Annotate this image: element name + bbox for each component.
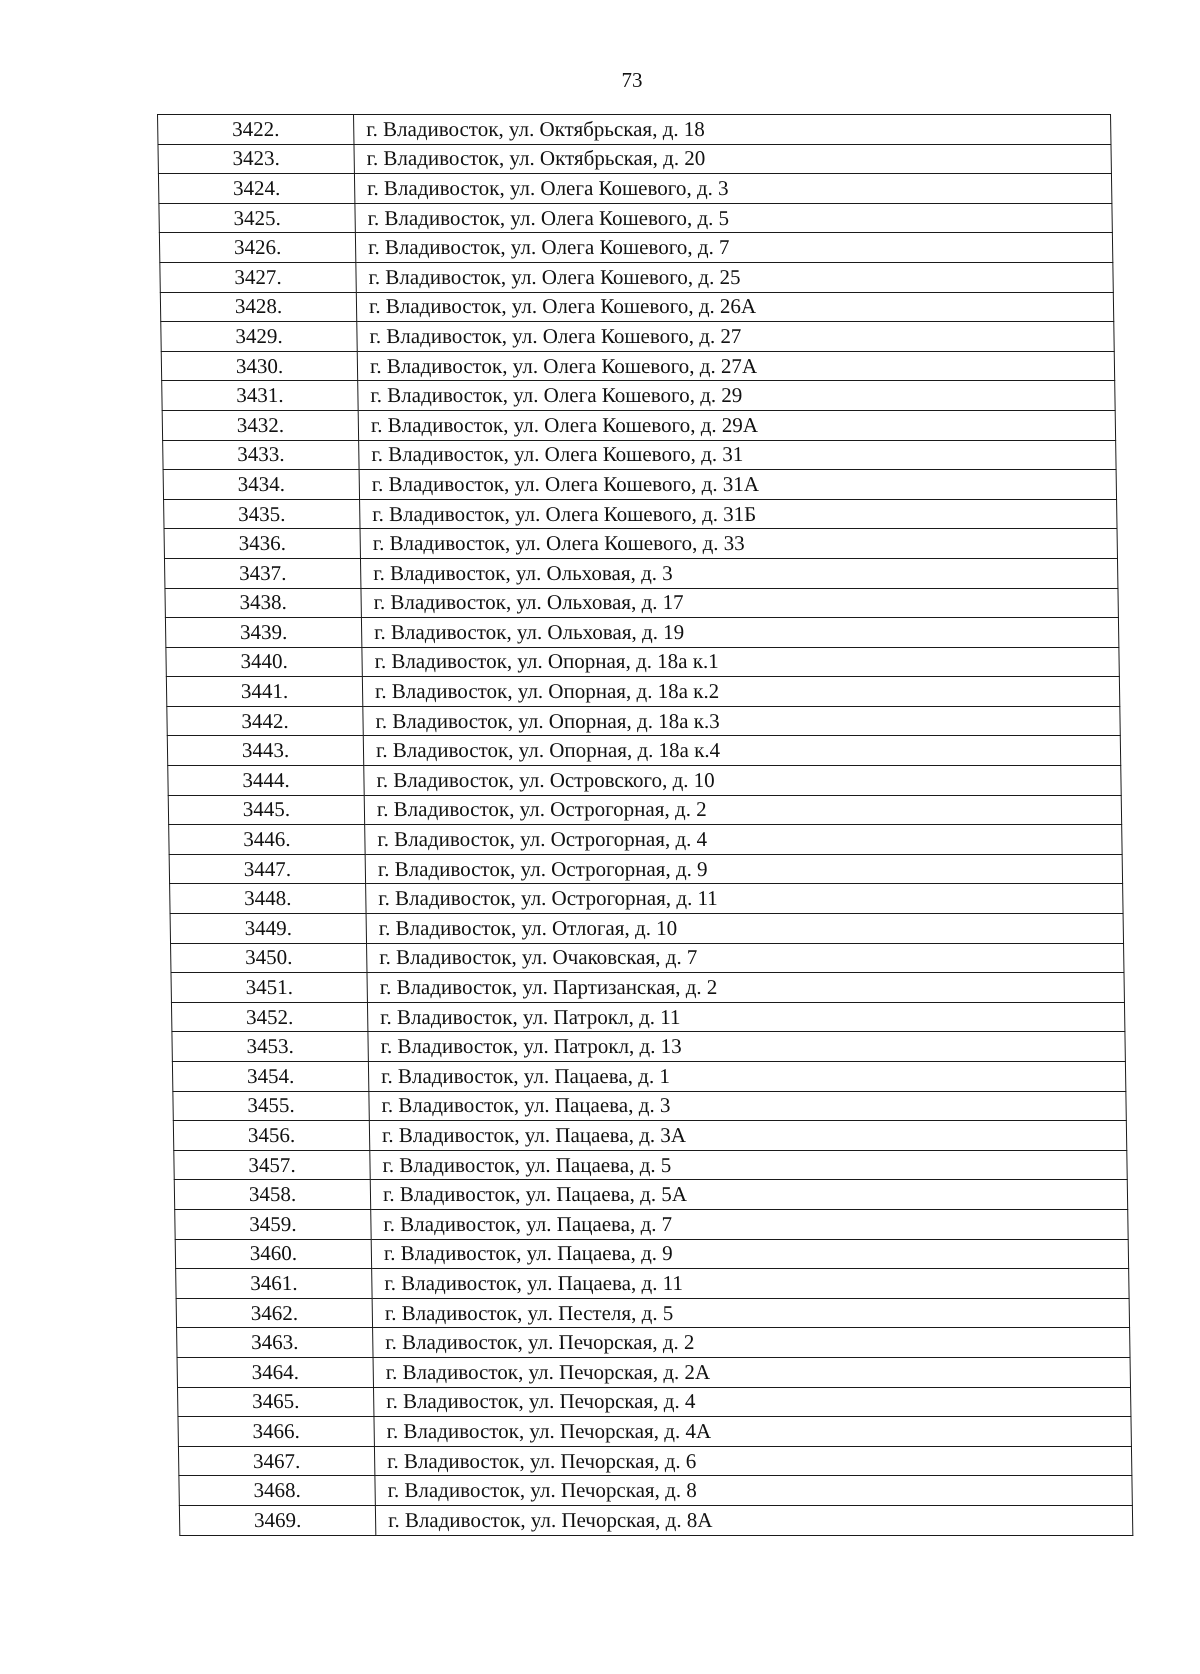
table-row	[171, 943, 1124, 973]
table-row	[161, 322, 1114, 352]
row-address: г. Владивосток, ул. Олега Кошевого, д. 27А	[357, 351, 1114, 381]
row-number: 3455.	[173, 1091, 369, 1121]
row-number: 3440.	[166, 647, 362, 677]
row-number: 3453.	[172, 1032, 368, 1062]
table-row	[176, 1298, 1129, 1328]
row-number: 3463.	[177, 1328, 373, 1358]
table-row	[168, 766, 1121, 796]
table-row	[173, 1121, 1126, 1151]
table-row	[164, 529, 1117, 559]
row-address: г. Владивосток, ул. Пацаева, д. 11	[372, 1269, 1129, 1299]
row-address: г. Владивосток, ул. Олега Кошевого, д. 31А	[359, 470, 1116, 500]
row-number: 3468.	[179, 1476, 375, 1506]
row-address: г. Владивосток, ул. Олега Кошевого, д. 29А	[358, 410, 1115, 440]
row-number: 3433.	[163, 440, 359, 470]
row-number: 3434.	[163, 470, 359, 500]
table-row	[179, 1505, 1132, 1535]
row-number: 3458.	[174, 1180, 370, 1210]
table-row	[158, 115, 1111, 145]
row-address: г. Владивосток, ул. Патрокл, д. 13	[368, 1032, 1125, 1062]
row-number: 3456.	[173, 1121, 369, 1151]
table-row	[171, 1002, 1124, 1032]
row-number: 3449.	[170, 914, 366, 944]
row-number: 3444.	[168, 766, 364, 796]
row-address: г. Владивосток, ул. Печорская, д. 8А	[375, 1505, 1132, 1535]
table-row	[159, 233, 1112, 263]
row-number: 3429.	[161, 322, 357, 352]
address-table-body	[158, 115, 1133, 1536]
row-number: 3422.	[158, 115, 354, 145]
row-address: г. Владивосток, ул. Печорская, д. 8	[375, 1476, 1132, 1506]
table-row	[164, 499, 1117, 529]
table-row	[164, 558, 1117, 588]
table-row	[175, 1209, 1128, 1239]
row-address: г. Владивосток, ул. Олега Кошевого, д. 25	[356, 262, 1113, 292]
table-row	[168, 795, 1121, 825]
row-number: 3454.	[172, 1062, 368, 1092]
row-address: г. Владивосток, ул. Острогорная, д. 2	[364, 795, 1121, 825]
row-address: г. Владивосток, ул. Печорская, д. 4А	[374, 1417, 1131, 1447]
row-address: г. Владивосток, ул. Опорная, д. 18а к.2	[362, 677, 1119, 707]
table-row	[165, 588, 1118, 618]
row-number: 3423.	[158, 144, 354, 174]
table-row	[173, 1091, 1126, 1121]
row-number: 3432.	[162, 410, 358, 440]
row-number: 3461.	[176, 1269, 372, 1299]
table-row	[174, 1180, 1127, 1210]
row-address: г. Владивосток, ул. Опорная, д. 18а к.3	[363, 706, 1120, 736]
table-row	[169, 854, 1122, 884]
row-address: г. Владивосток, ул. Олега Кошевого, д. 7	[355, 233, 1112, 263]
row-number: 3451.	[171, 973, 367, 1003]
table-row	[174, 1150, 1127, 1180]
table-row	[158, 174, 1111, 204]
row-address: г. Владивосток, ул. Печорская, д. 4	[373, 1387, 1130, 1417]
table-row	[170, 884, 1123, 914]
row-address: г. Владивосток, ул. Острогорная, д. 4	[365, 825, 1122, 855]
row-address: г. Владивосток, ул. Олега Кошевого, д. 27	[357, 322, 1114, 352]
row-number: 3450.	[171, 943, 367, 973]
row-number: 3469.	[179, 1505, 375, 1535]
row-address: г. Владивосток, ул. Олега Кошевого, д. 31Б	[360, 499, 1117, 529]
row-number: 3462.	[176, 1298, 372, 1328]
row-address: г. Владивосток, ул. Олега Кошевого, д. 5	[355, 203, 1112, 233]
table-row	[167, 706, 1120, 736]
table-row	[172, 1032, 1125, 1062]
table-row	[162, 410, 1115, 440]
row-number: 3465.	[177, 1387, 373, 1417]
row-number: 3459.	[175, 1209, 371, 1239]
row-number: 3457.	[174, 1150, 370, 1180]
address-table-wrapper	[157, 114, 1133, 1536]
row-address: г. Владивосток, ул. Ольховая, д. 19	[361, 618, 1118, 648]
table-row	[165, 618, 1118, 648]
row-address: г. Владивосток, ул. Пацаева, д. 1	[368, 1062, 1125, 1092]
row-address: г. Владивосток, ул. Опорная, д. 18а к.4	[363, 736, 1120, 766]
row-address: г. Владивосток, ул. Острогорная, д. 9	[365, 854, 1122, 884]
table-row	[178, 1417, 1131, 1447]
table-row	[166, 677, 1119, 707]
row-number: 3448.	[170, 884, 366, 914]
row-number: 3428.	[160, 292, 356, 322]
table-row	[162, 381, 1115, 411]
row-address: г. Владивосток, ул. Пацаева, д. 5	[370, 1150, 1127, 1180]
table-row	[160, 262, 1113, 292]
row-address: г. Владивосток, ул. Олега Кошевого, д. 26А	[356, 292, 1113, 322]
row-number: 3435.	[164, 499, 360, 529]
row-number: 3460.	[175, 1239, 371, 1269]
row-address: г. Владивосток, ул. Ольховая, д. 3	[360, 558, 1117, 588]
table-row	[160, 292, 1113, 322]
row-number: 3426.	[159, 233, 355, 263]
table-row	[170, 914, 1123, 944]
table-row	[167, 736, 1120, 766]
row-number: 3430.	[161, 351, 357, 381]
table-row	[163, 470, 1116, 500]
row-number: 3447.	[169, 854, 365, 884]
row-address: г. Владивосток, ул. Олега Кошевого, д. 29	[358, 381, 1115, 411]
row-address: г. Владивосток, ул. Островского, д. 10	[364, 766, 1121, 796]
row-address: г. Владивосток, ул. Партизанская, д. 2	[367, 973, 1124, 1003]
table-row	[179, 1476, 1132, 1506]
row-address: г. Владивосток, ул. Печорская, д. 2А	[373, 1357, 1130, 1387]
row-address: г. Владивосток, ул. Отлогая, д. 10	[366, 914, 1123, 944]
table-row	[166, 647, 1119, 677]
table-row	[175, 1239, 1128, 1269]
row-address: г. Владивосток, ул. Пацаева, д. 3	[369, 1091, 1126, 1121]
table-row	[178, 1446, 1131, 1476]
row-number: 3442.	[167, 706, 363, 736]
row-address: г. Владивосток, ул. Очаковская, д. 7	[367, 943, 1124, 973]
row-address: г. Владивосток, ул. Печорская, д. 6	[374, 1446, 1131, 1476]
row-address: г. Владивосток, ул. Октябрьская, д. 18	[354, 115, 1111, 145]
table-row	[177, 1328, 1130, 1358]
page-number: 73	[621, 68, 643, 92]
row-number: 3427.	[160, 262, 356, 292]
table-row	[172, 1062, 1125, 1092]
row-address: г. Владивосток, ул. Печорская, д. 2	[373, 1328, 1130, 1358]
row-number: 3437.	[164, 558, 360, 588]
table-row	[176, 1269, 1129, 1299]
row-number: 3436.	[164, 529, 360, 559]
row-address: г. Владивосток, ул. Ольховая, д. 17	[361, 588, 1118, 618]
address-table	[157, 114, 1133, 1536]
row-number: 3446.	[169, 825, 365, 855]
table-row	[163, 440, 1116, 470]
row-number: 3443.	[167, 736, 363, 766]
row-address: г. Владивосток, ул. Острогорная, д. 11	[366, 884, 1123, 914]
row-number: 3439.	[165, 618, 361, 648]
table-row	[159, 203, 1112, 233]
table-row	[161, 351, 1114, 381]
row-address: г. Владивосток, ул. Олега Кошевого, д. 31	[359, 440, 1116, 470]
row-number: 3464.	[177, 1357, 373, 1387]
row-number: 3445.	[168, 795, 364, 825]
row-address: г. Владивосток, ул. Пацаева, д. 5А	[370, 1180, 1127, 1210]
row-number: 3452.	[171, 1002, 367, 1032]
row-address: г. Владивосток, ул. Октябрьская, д. 20	[354, 144, 1111, 174]
row-address: г. Владивосток, ул. Пацаева, д. 7	[371, 1209, 1128, 1239]
row-address: г. Владивосток, ул. Опорная, д. 18а к.1	[362, 647, 1119, 677]
table-row	[158, 144, 1111, 174]
table-row	[177, 1387, 1130, 1417]
row-address: г. Владивосток, ул. Патрокл, д. 11	[367, 1002, 1124, 1032]
row-number: 3431.	[162, 381, 358, 411]
row-number: 3467.	[178, 1446, 374, 1476]
row-address: г. Владивосток, ул. Олега Кошевого, д. 33	[360, 529, 1117, 559]
row-number: 3438.	[165, 588, 361, 618]
table-row	[177, 1357, 1130, 1387]
table-row	[171, 973, 1124, 1003]
row-address: г. Владивосток, ул. Пацаева, д. 3А	[369, 1121, 1126, 1151]
row-address: г. Владивосток, ул. Пестеля, д. 5	[372, 1298, 1129, 1328]
row-number: 3424.	[158, 174, 354, 204]
row-number: 3425.	[159, 203, 355, 233]
row-number: 3466.	[178, 1417, 374, 1447]
row-address: г. Владивосток, ул. Олега Кошевого, д. 3	[354, 174, 1111, 204]
row-number: 3441.	[166, 677, 362, 707]
row-address: г. Владивосток, ул. Пацаева, д. 9	[371, 1239, 1128, 1269]
table-row	[169, 825, 1122, 855]
